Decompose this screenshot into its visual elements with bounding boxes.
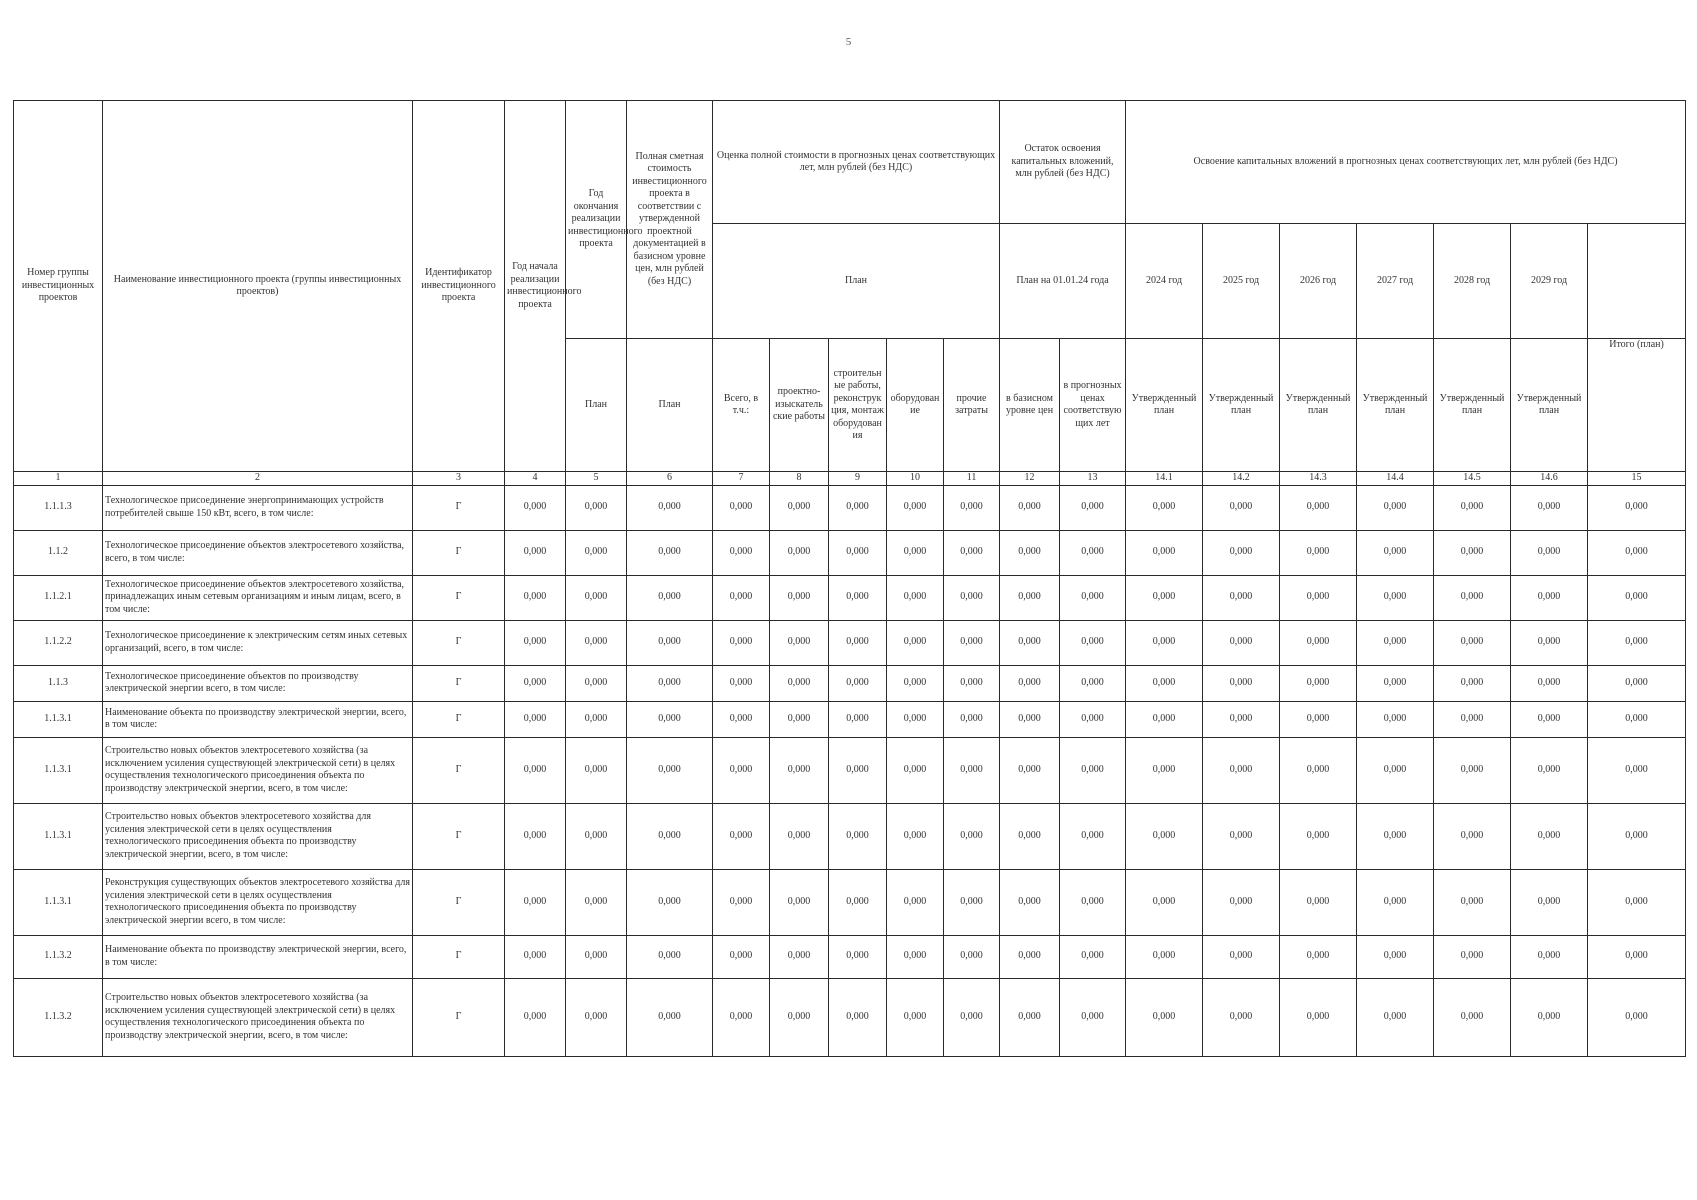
- row-value-cell: 0,000: [944, 803, 1000, 869]
- header-identifier: Идентификатор инвестиционного проекта: [413, 101, 505, 472]
- row-value-cell: 0,000: [713, 575, 770, 620]
- row-value-cell: 0,000: [829, 620, 887, 665]
- column-number: 2: [103, 472, 413, 486]
- row-value-cell: 0,000: [566, 620, 627, 665]
- row-identifier: Г: [413, 575, 505, 620]
- row-value-cell: 0,000: [1280, 803, 1357, 869]
- row-value-cell: 0,000: [944, 737, 1000, 803]
- row-value-cell: 0,000: [1126, 701, 1203, 737]
- row-value-cell: 0,000: [1203, 978, 1280, 1056]
- row-value-cell: 0,000: [1126, 803, 1203, 869]
- table-row: [14, 978, 1686, 1056]
- row-value-cell: 0,000: [1588, 575, 1686, 620]
- row-value-cell: 0,000: [627, 665, 713, 701]
- row-value-cell: 0,000: [770, 575, 829, 620]
- row-value-cell: 0,000: [1000, 620, 1060, 665]
- row-value-cell: 0,000: [1060, 935, 1126, 978]
- row-value-cell: 0,000: [566, 803, 627, 869]
- row-value-cell: 0,000: [627, 737, 713, 803]
- row-group-number: 1.1.3.2: [14, 978, 103, 1056]
- header-year-2028: 2028 год: [1434, 224, 1511, 339]
- row-identifier: Г: [413, 485, 505, 530]
- column-number: 14.6: [1511, 472, 1588, 486]
- row-value-cell: 0,000: [1203, 575, 1280, 620]
- row-value-cell: 0,000: [1588, 935, 1686, 978]
- row-value-cell: 0,000: [627, 530, 713, 575]
- row-identifier: Г: [413, 803, 505, 869]
- row-value-cell: 0,000: [566, 485, 627, 530]
- header-approved-2025: Утвержденный план: [1203, 339, 1280, 472]
- row-value-cell: 0,000: [713, 485, 770, 530]
- row-value-cell: 0,000: [1000, 530, 1060, 575]
- row-value-cell: 0,000: [1357, 530, 1434, 575]
- row-group-number: 1.1.3.1: [14, 737, 103, 803]
- row-value-cell: 0,000: [887, 665, 944, 701]
- row-identifier: Г: [413, 935, 505, 978]
- row-value-cell: 0,000: [1203, 530, 1280, 575]
- row-value-cell: 0,000: [1357, 978, 1434, 1056]
- row-value-cell: 0,000: [505, 737, 566, 803]
- row-value-cell: 0,000: [1434, 665, 1511, 701]
- column-number: 5: [566, 472, 627, 486]
- row-value-cell: 0,000: [1280, 737, 1357, 803]
- row-value-cell: 0,000: [1511, 665, 1588, 701]
- row-project-name: Строительство новых объектов электросетевого хозяйства (за исключением усиления существующей электрической сети) в целях осуществления технологического присоединения объекта по производству электрической энергии, всего, в том числе:: [103, 737, 413, 803]
- header-year-2027: 2027 год: [1357, 224, 1434, 339]
- row-value-cell: 0,000: [713, 869, 770, 935]
- row-value-cell: 0,000: [770, 485, 829, 530]
- row-value-cell: 0,000: [944, 869, 1000, 935]
- header-full-cost: Полная сметная стоимость инвестиционного проекта в соответствии с утвержденной проектной документацией в базисном уровне цен, млн рублей (без НДС): [627, 101, 713, 339]
- row-value-cell: 0,000: [505, 485, 566, 530]
- row-project-name: Технологическое присоединение объектов по производству электрической энергии всего, в том числе:: [103, 665, 413, 701]
- column-number-row: [14, 472, 1686, 486]
- column-number: 15: [1588, 472, 1686, 486]
- row-project-name: Технологическое присоединение энергопринимающих устройств потребителей свыше 150 кВт, всего, в том числе:: [103, 485, 413, 530]
- row-value-cell: 0,000: [1000, 978, 1060, 1056]
- row-value-cell: 0,000: [829, 701, 887, 737]
- row-value-cell: 0,000: [1000, 665, 1060, 701]
- header-approved-2026: Утвержденный план: [1280, 339, 1357, 472]
- row-value-cell: 0,000: [770, 665, 829, 701]
- row-value-cell: 0,000: [1280, 530, 1357, 575]
- row-value-cell: 0,000: [1280, 869, 1357, 935]
- row-value-cell: 0,000: [887, 485, 944, 530]
- column-number: 14.3: [1280, 472, 1357, 486]
- row-project-name: Строительство новых объектов электросетевого хозяйства для усиления электрической сети в целях осуществления технологического присоединения объекта по производству электрической энергии, всего, в том числе:: [103, 803, 413, 869]
- row-value-cell: 0,000: [887, 869, 944, 935]
- table-row: [14, 620, 1686, 665]
- table-row: [14, 803, 1686, 869]
- row-value-cell: 0,000: [1203, 620, 1280, 665]
- row-value-cell: 0,000: [1434, 575, 1511, 620]
- row-identifier: Г: [413, 665, 505, 701]
- row-value-cell: 0,000: [505, 803, 566, 869]
- column-number: 10: [887, 472, 944, 486]
- row-value-cell: 0,000: [505, 935, 566, 978]
- row-value-cell: 0,000: [1357, 620, 1434, 665]
- row-value-cell: 0,000: [887, 530, 944, 575]
- row-value-cell: 0,000: [1511, 701, 1588, 737]
- row-identifier: Г: [413, 978, 505, 1056]
- row-value-cell: 0,000: [1203, 485, 1280, 530]
- row-value-cell: 0,000: [1357, 803, 1434, 869]
- header-approved-2024: Утвержденный план: [1126, 339, 1203, 472]
- row-value-cell: 0,000: [1060, 869, 1126, 935]
- row-value-cell: 0,000: [713, 665, 770, 701]
- row-value-cell: 0,000: [713, 530, 770, 575]
- row-value-cell: 0,000: [1511, 978, 1588, 1056]
- row-value-cell: 0,000: [770, 530, 829, 575]
- row-value-cell: 0,000: [505, 575, 566, 620]
- row-value-cell: 0,000: [1126, 485, 1203, 530]
- row-value-cell: 0,000: [829, 485, 887, 530]
- row-group-number: 1.1.3: [14, 665, 103, 701]
- table-header: [14, 101, 1686, 472]
- row-value-cell: 0,000: [1434, 701, 1511, 737]
- row-value-cell: 0,000: [829, 935, 887, 978]
- row-value-cell: 0,000: [1434, 530, 1511, 575]
- row-value-cell: 0,000: [566, 575, 627, 620]
- row-project-name: Строительство новых объектов электросетевого хозяйства (за исключением усиления существующей электрической сети) в целях осуществления технологического присоединения объекта по производству электрической энергии, всего, в том числе:: [103, 978, 413, 1056]
- row-value-cell: 0,000: [887, 575, 944, 620]
- column-number-row: [14, 472, 1686, 486]
- header-sub-equipment: оборудован ие: [887, 339, 944, 472]
- row-value-cell: 0,000: [1060, 978, 1126, 1056]
- investment-table: [13, 100, 1686, 1057]
- row-value-cell: 0,000: [627, 701, 713, 737]
- row-group-number: 1.1.1.3: [14, 485, 103, 530]
- row-value-cell: 0,000: [1000, 737, 1060, 803]
- row-value-cell: 0,000: [1588, 803, 1686, 869]
- page-number: 5: [845, 36, 852, 48]
- row-value-cell: 0,000: [713, 701, 770, 737]
- row-value-cell: 0,000: [713, 978, 770, 1056]
- row-value-cell: 0,000: [1588, 665, 1686, 701]
- table-row: [14, 701, 1686, 737]
- row-value-cell: 0,000: [1060, 485, 1126, 530]
- column-number: 14.1: [1126, 472, 1203, 486]
- row-group-number: 1.1.3.1: [14, 701, 103, 737]
- row-value-cell: 0,000: [1126, 665, 1203, 701]
- row-identifier: Г: [413, 620, 505, 665]
- row-value-cell: 0,000: [1060, 665, 1126, 701]
- row-value-cell: 0,000: [829, 530, 887, 575]
- row-value-cell: 0,000: [1060, 701, 1126, 737]
- row-value-cell: 0,000: [1126, 978, 1203, 1056]
- row-value-cell: 0,000: [887, 737, 944, 803]
- row-value-cell: 0,000: [1203, 701, 1280, 737]
- row-value-cell: 0,000: [944, 530, 1000, 575]
- row-value-cell: 0,000: [627, 869, 713, 935]
- row-value-cell: 0,000: [1126, 575, 1203, 620]
- row-value-cell: 0,000: [1357, 737, 1434, 803]
- row-value-cell: 0,000: [1588, 978, 1686, 1056]
- column-number: 14.2: [1203, 472, 1280, 486]
- row-identifier: Г: [413, 701, 505, 737]
- row-value-cell: 0,000: [1203, 869, 1280, 935]
- row-value-cell: 0,000: [1203, 665, 1280, 701]
- row-value-cell: 0,000: [1126, 620, 1203, 665]
- row-value-cell: 0,000: [1357, 665, 1434, 701]
- row-value-cell: 0,000: [1357, 935, 1434, 978]
- row-value-cell: 0,000: [1000, 869, 1060, 935]
- row-value-cell: 0,000: [1126, 530, 1203, 575]
- column-number: 6: [627, 472, 713, 486]
- investment-table-sheet: [13, 100, 1685, 1057]
- row-value-cell: 0,000: [1126, 869, 1203, 935]
- column-number: 7: [713, 472, 770, 486]
- row-value-cell: 0,000: [1357, 869, 1434, 935]
- header-sub-forecast: в прогнозных ценах соответствую щих лет: [1060, 339, 1126, 472]
- header-year-end: Год окончания реализации инвестиционного проекта: [566, 101, 627, 339]
- row-value-cell: 0,000: [713, 737, 770, 803]
- header-estimate-plan: План: [713, 224, 1000, 339]
- column-number: 4: [505, 472, 566, 486]
- row-value-cell: 0,000: [829, 665, 887, 701]
- row-value-cell: 0,000: [770, 737, 829, 803]
- row-value-cell: 0,000: [1357, 485, 1434, 530]
- row-value-cell: 0,000: [505, 620, 566, 665]
- header-year-2024: 2024 год: [1126, 224, 1203, 339]
- row-value-cell: 0,000: [944, 620, 1000, 665]
- row-value-cell: 0,000: [944, 665, 1000, 701]
- header-year-2026: 2026 год: [1280, 224, 1357, 339]
- row-group-number: 1.1.2.2: [14, 620, 103, 665]
- row-value-cell: 0,000: [1588, 869, 1686, 935]
- row-value-cell: 0,000: [887, 978, 944, 1056]
- header-group-number: Номер группы инвестиционных проектов: [14, 101, 103, 472]
- row-value-cell: 0,000: [1280, 620, 1357, 665]
- row-value-cell: 0,000: [566, 701, 627, 737]
- row-group-number: 1.1.3.2: [14, 935, 103, 978]
- row-value-cell: 0,000: [1434, 978, 1511, 1056]
- header-total-spacer: [1588, 224, 1686, 339]
- row-value-cell: 0,000: [944, 701, 1000, 737]
- header-full-cost-plan: План: [627, 339, 713, 472]
- row-value-cell: 0,000: [1280, 485, 1357, 530]
- row-value-cell: 0,000: [944, 575, 1000, 620]
- row-group-number: 1.1.3.1: [14, 803, 103, 869]
- row-value-cell: 0,000: [713, 935, 770, 978]
- row-value-cell: 0,000: [1280, 935, 1357, 978]
- row-value-cell: 0,000: [1434, 803, 1511, 869]
- header-year-end-plan: План: [566, 339, 627, 472]
- row-value-cell: 0,000: [566, 935, 627, 978]
- row-value-cell: 0,000: [887, 701, 944, 737]
- row-value-cell: 0,000: [1000, 485, 1060, 530]
- row-value-cell: 0,000: [1060, 620, 1126, 665]
- row-value-cell: 0,000: [505, 869, 566, 935]
- row-value-cell: 0,000: [1588, 737, 1686, 803]
- row-value-cell: 0,000: [1511, 869, 1588, 935]
- row-value-cell: 0,000: [1203, 737, 1280, 803]
- column-number: 8: [770, 472, 829, 486]
- row-value-cell: 0,000: [505, 665, 566, 701]
- row-value-cell: 0,000: [829, 737, 887, 803]
- row-value-cell: 0,000: [1511, 803, 1588, 869]
- row-value-cell: 0,000: [505, 530, 566, 575]
- column-number: 14.4: [1357, 472, 1434, 486]
- row-project-name: Технологическое присоединение к электрическим сетям иных сетевых организаций, всего, в том числе:: [103, 620, 413, 665]
- row-value-cell: 0,000: [1511, 530, 1588, 575]
- row-value-cell: 0,000: [770, 803, 829, 869]
- row-value-cell: 0,000: [1000, 575, 1060, 620]
- row-value-cell: 0,000: [887, 935, 944, 978]
- header-year-start: Год начала реализации инвестиционного проекта: [505, 101, 566, 472]
- column-number: 3: [413, 472, 505, 486]
- row-value-cell: 0,000: [1000, 701, 1060, 737]
- header-approved-2029: Утвержденный план: [1511, 339, 1588, 472]
- header-year-2025: 2025 год: [1203, 224, 1280, 339]
- row-value-cell: 0,000: [1126, 737, 1203, 803]
- row-value-cell: 0,000: [566, 665, 627, 701]
- row-value-cell: 0,000: [566, 530, 627, 575]
- table-row: [14, 737, 1686, 803]
- row-value-cell: 0,000: [627, 803, 713, 869]
- row-value-cell: 0,000: [1511, 620, 1588, 665]
- row-value-cell: 0,000: [770, 978, 829, 1056]
- header-sub-construction: строительн ые работы, реконструк ция, монтаж оборудован ия: [829, 339, 887, 472]
- row-value-cell: 0,000: [1511, 935, 1588, 978]
- row-project-name: Наименование объекта по производству электрической энергии, всего, в том числе:: [103, 935, 413, 978]
- row-value-cell: 0,000: [887, 803, 944, 869]
- row-value-cell: 0,000: [1280, 701, 1357, 737]
- row-value-cell: 0,000: [1203, 803, 1280, 869]
- row-value-cell: 0,000: [1357, 575, 1434, 620]
- row-value-cell: 0,000: [505, 701, 566, 737]
- row-value-cell: 0,000: [1060, 575, 1126, 620]
- row-group-number: 1.1.2: [14, 530, 103, 575]
- row-value-cell: 0,000: [1434, 485, 1511, 530]
- row-identifier: Г: [413, 869, 505, 935]
- table-row: [14, 935, 1686, 978]
- row-value-cell: 0,000: [627, 485, 713, 530]
- row-project-name: Технологическое присоединение объектов электросетевого хозяйства, принадлежащих иным сетевым организациям и иным лицам, всего, в том числе:: [103, 575, 413, 620]
- row-value-cell: 0,000: [566, 737, 627, 803]
- header-project-name: Наименование инвестиционного проекта (группы инвестиционных проектов): [103, 101, 413, 472]
- table-row: [14, 575, 1686, 620]
- row-value-cell: 0,000: [1060, 803, 1126, 869]
- row-value-cell: 0,000: [770, 701, 829, 737]
- row-value-cell: 0,000: [627, 575, 713, 620]
- row-value-cell: 0,000: [1280, 665, 1357, 701]
- row-value-cell: 0,000: [1434, 620, 1511, 665]
- row-value-cell: 0,000: [1588, 620, 1686, 665]
- row-value-cell: 0,000: [887, 620, 944, 665]
- header-year-2029: 2029 год: [1511, 224, 1588, 339]
- row-group-number: 1.1.2.1: [14, 575, 103, 620]
- row-value-cell: 0,000: [713, 803, 770, 869]
- row-value-cell: 0,000: [1060, 737, 1126, 803]
- table-body: [14, 485, 1686, 1056]
- row-value-cell: 0,000: [566, 978, 627, 1056]
- row-value-cell: 0,000: [1060, 530, 1126, 575]
- row-value-cell: 0,000: [505, 978, 566, 1056]
- row-value-cell: 0,000: [1434, 869, 1511, 935]
- row-project-name: Технологическое присоединение объектов электросетевого хозяйства, всего, в том числе:: [103, 530, 413, 575]
- row-identifier: Г: [413, 530, 505, 575]
- row-project-name: Реконструкция существующих объектов электросетевого хозяйства для усиления электрической сети в целях осуществления технологического присоединения объекта по производству электрической энергии всего, в том числе:: [103, 869, 413, 935]
- row-value-cell: 0,000: [770, 869, 829, 935]
- table-row: [14, 485, 1686, 530]
- row-value-cell: 0,000: [1588, 701, 1686, 737]
- column-number: 1: [14, 472, 103, 486]
- row-value-cell: 0,000: [829, 803, 887, 869]
- row-value-cell: 0,000: [1126, 935, 1203, 978]
- header-sub-total: Всего, в т.ч.:: [713, 339, 770, 472]
- header-remainder: Остаток освоения капитальных вложений, млн рублей (без НДС): [1000, 101, 1126, 224]
- row-value-cell: 0,000: [944, 978, 1000, 1056]
- row-value-cell: 0,000: [1280, 575, 1357, 620]
- header-total-plan: Итого (план): [1588, 339, 1686, 472]
- header-sub-base-level: в базисном уровне цен: [1000, 339, 1060, 472]
- row-value-cell: 0,000: [1434, 935, 1511, 978]
- row-value-cell: 0,000: [1511, 575, 1588, 620]
- row-value-cell: 0,000: [627, 935, 713, 978]
- row-value-cell: 0,000: [627, 620, 713, 665]
- header-approved-2027: Утвержденный план: [1357, 339, 1434, 472]
- row-value-cell: 0,000: [627, 978, 713, 1056]
- row-value-cell: 0,000: [829, 575, 887, 620]
- row-value-cell: 0,000: [944, 485, 1000, 530]
- row-value-cell: 0,000: [770, 935, 829, 978]
- row-value-cell: 0,000: [829, 869, 887, 935]
- column-number: 14.5: [1434, 472, 1511, 486]
- header-approved-2028: Утвержденный план: [1434, 339, 1511, 472]
- row-value-cell: 0,000: [1511, 737, 1588, 803]
- table-row: [14, 530, 1686, 575]
- row-value-cell: 0,000: [1000, 803, 1060, 869]
- row-value-cell: 0,000: [944, 935, 1000, 978]
- row-group-number: 1.1.3.1: [14, 869, 103, 935]
- column-number: 12: [1000, 472, 1060, 486]
- row-value-cell: 0,000: [1280, 978, 1357, 1056]
- row-value-cell: 0,000: [770, 620, 829, 665]
- header-estimate: Оценка полной стоимости в прогнозных ценах соответствующих лет, млн рублей (без НДС): [713, 101, 1000, 224]
- row-value-cell: 0,000: [566, 869, 627, 935]
- row-project-name: Наименование объекта по производству электрической энергии, всего, в том числе:: [103, 701, 413, 737]
- row-value-cell: 0,000: [1588, 530, 1686, 575]
- column-number: 9: [829, 472, 887, 486]
- row-value-cell: 0,000: [1511, 485, 1588, 530]
- table-row: [14, 665, 1686, 701]
- column-number: 11: [944, 472, 1000, 486]
- header-development: Освоение капитальных вложений в прогнозных ценах соответствующих лет, млн рублей (без НДС): [1126, 101, 1686, 224]
- header-sub-design: проектно-изыскатель ские работы: [770, 339, 829, 472]
- row-value-cell: 0,000: [1588, 485, 1686, 530]
- row-value-cell: 0,000: [1000, 935, 1060, 978]
- row-value-cell: 0,000: [1357, 701, 1434, 737]
- row-value-cell: 0,000: [829, 978, 887, 1056]
- row-value-cell: 0,000: [713, 620, 770, 665]
- row-value-cell: 0,000: [1434, 737, 1511, 803]
- header-sub-other: прочие затраты: [944, 339, 1000, 472]
- column-number: 13: [1060, 472, 1126, 486]
- row-value-cell: 0,000: [1203, 935, 1280, 978]
- header-plan-date: План на 01.01.24 года: [1000, 224, 1126, 339]
- row-identifier: Г: [413, 737, 505, 803]
- table-row: [14, 869, 1686, 935]
